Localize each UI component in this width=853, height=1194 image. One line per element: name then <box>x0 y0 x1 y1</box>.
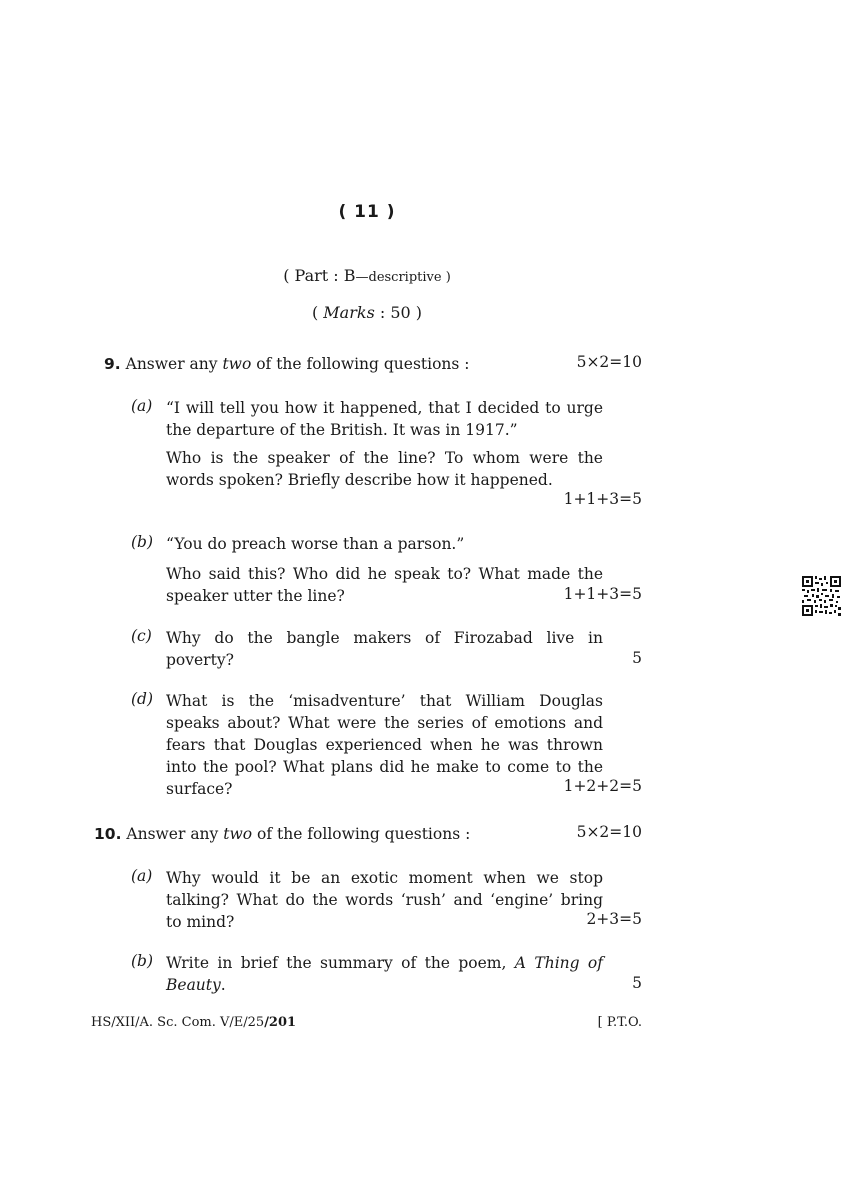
footer-code-plain: HS/XII/A. Sc. Com. V/E/25 <box>91 1015 265 1030</box>
q9b-quote <box>166 533 603 555</box>
question-10-number: 10. <box>94 825 122 843</box>
q10b-line-1-a: Write in brief the summary of the poem, <box>166 954 515 972</box>
page-number: ( 11 ) <box>338 202 396 222</box>
q9d-label: (d) <box>131 690 154 708</box>
q9b-line-2: Who said this? Who did he speak to? What made the <box>166 565 603 583</box>
question-10-stem <box>94 823 470 845</box>
marks-open: ( <box>311 303 324 322</box>
q9a-line-1: “I will tell you how it happened, that I decided to urge <box>166 399 603 417</box>
q9b-line-1: “You do preach worse than a parson.” <box>166 535 465 553</box>
q10b-poem-title-1: A Thing of <box>514 954 603 972</box>
q9d-marks: 1+2+2=5 <box>563 777 642 795</box>
qr-code-icon <box>802 576 841 616</box>
question-10-stem-a: Answer any <box>126 825 224 843</box>
q10b-poem-title-2: Beauty <box>166 976 221 994</box>
q10a-marks: 2+3=5 <box>586 910 642 928</box>
question-10-stem-b: of the following questions : <box>252 825 471 843</box>
part-heading-prefix: ( Part : B <box>283 266 356 285</box>
part-heading <box>0 266 734 285</box>
q10a-line-3: to mind? <box>166 913 235 931</box>
question-9-stem <box>104 353 470 375</box>
q9c-line-2: poverty? <box>166 651 234 669</box>
q10b-marks: 5 <box>632 974 642 992</box>
question-9-number: 9. <box>104 355 121 373</box>
q10a-label: (a) <box>131 867 153 885</box>
marks-value: : 50 ) <box>374 303 423 322</box>
footer-code <box>91 1015 296 1030</box>
q9c-question <box>166 627 603 671</box>
q9b-line-3: speaker utter the line? <box>166 587 345 605</box>
q9a-line-3: Who is the speaker of the line? To whom were the <box>166 449 603 467</box>
marks-heading <box>0 303 734 322</box>
q9b-label: (b) <box>131 533 154 551</box>
q9d-line-3: fears that Douglas experienced when he was thrown <box>166 736 603 754</box>
q9d-line-5: surface? <box>166 780 233 798</box>
question-10-stem-em: two <box>223 825 253 843</box>
marks-label: Marks <box>323 303 375 322</box>
q9c-label: (c) <box>131 627 152 645</box>
footer-pto: [ P.T.O. <box>597 1015 642 1030</box>
q9a-line-4: words spoken? Briefly describe how it happened. <box>166 471 553 489</box>
q9a-question <box>166 447 603 491</box>
question-9-stem-a: Answer any <box>125 355 223 373</box>
q10b-line-2 <box>166 974 603 996</box>
q9d-question <box>166 690 603 800</box>
part-heading-suffix: —descriptive ) <box>355 270 451 285</box>
footer-code-bold: /201 <box>264 1015 297 1030</box>
q9b-question <box>166 563 603 607</box>
question-9-stem-em: two <box>222 355 252 373</box>
q9d-line-2: speaks about? What were the series of emotions and <box>166 714 603 732</box>
q10b-label: (b) <box>131 952 154 970</box>
q10b-line-2-b: . <box>220 976 226 994</box>
q9a-marks: 1+1+3=5 <box>563 490 642 508</box>
q9a-text <box>166 397 603 441</box>
q10b-line-1 <box>166 952 603 974</box>
q10b-question <box>166 952 603 996</box>
q9b-marks: 1+1+3=5 <box>563 585 642 603</box>
question-9-marks: 5×2=10 <box>576 353 642 371</box>
question-10-marks: 5×2=10 <box>576 823 642 841</box>
q9d-line-1: What is the ‘misadventure’ that William Douglas <box>166 692 603 710</box>
question-9-stem-b: of the following questions : <box>251 355 470 373</box>
q9a-label: (a) <box>131 397 153 415</box>
q10a-question <box>166 867 603 933</box>
q9c-line-1: Why do the bangle makers of Firozabad live in <box>166 629 603 647</box>
q9c-marks: 5 <box>632 649 642 667</box>
q10a-line-1: Why would it be an exotic moment when we stop <box>166 869 603 887</box>
q10a-line-2: talking? What do the words ‘rush’ and ‘engine’ bring <box>166 891 603 909</box>
q9d-line-4: into the pool? What plans did he make to come to the <box>166 758 603 776</box>
q9a-line-2: the departure of the British. It was in 1917.” <box>166 421 518 439</box>
